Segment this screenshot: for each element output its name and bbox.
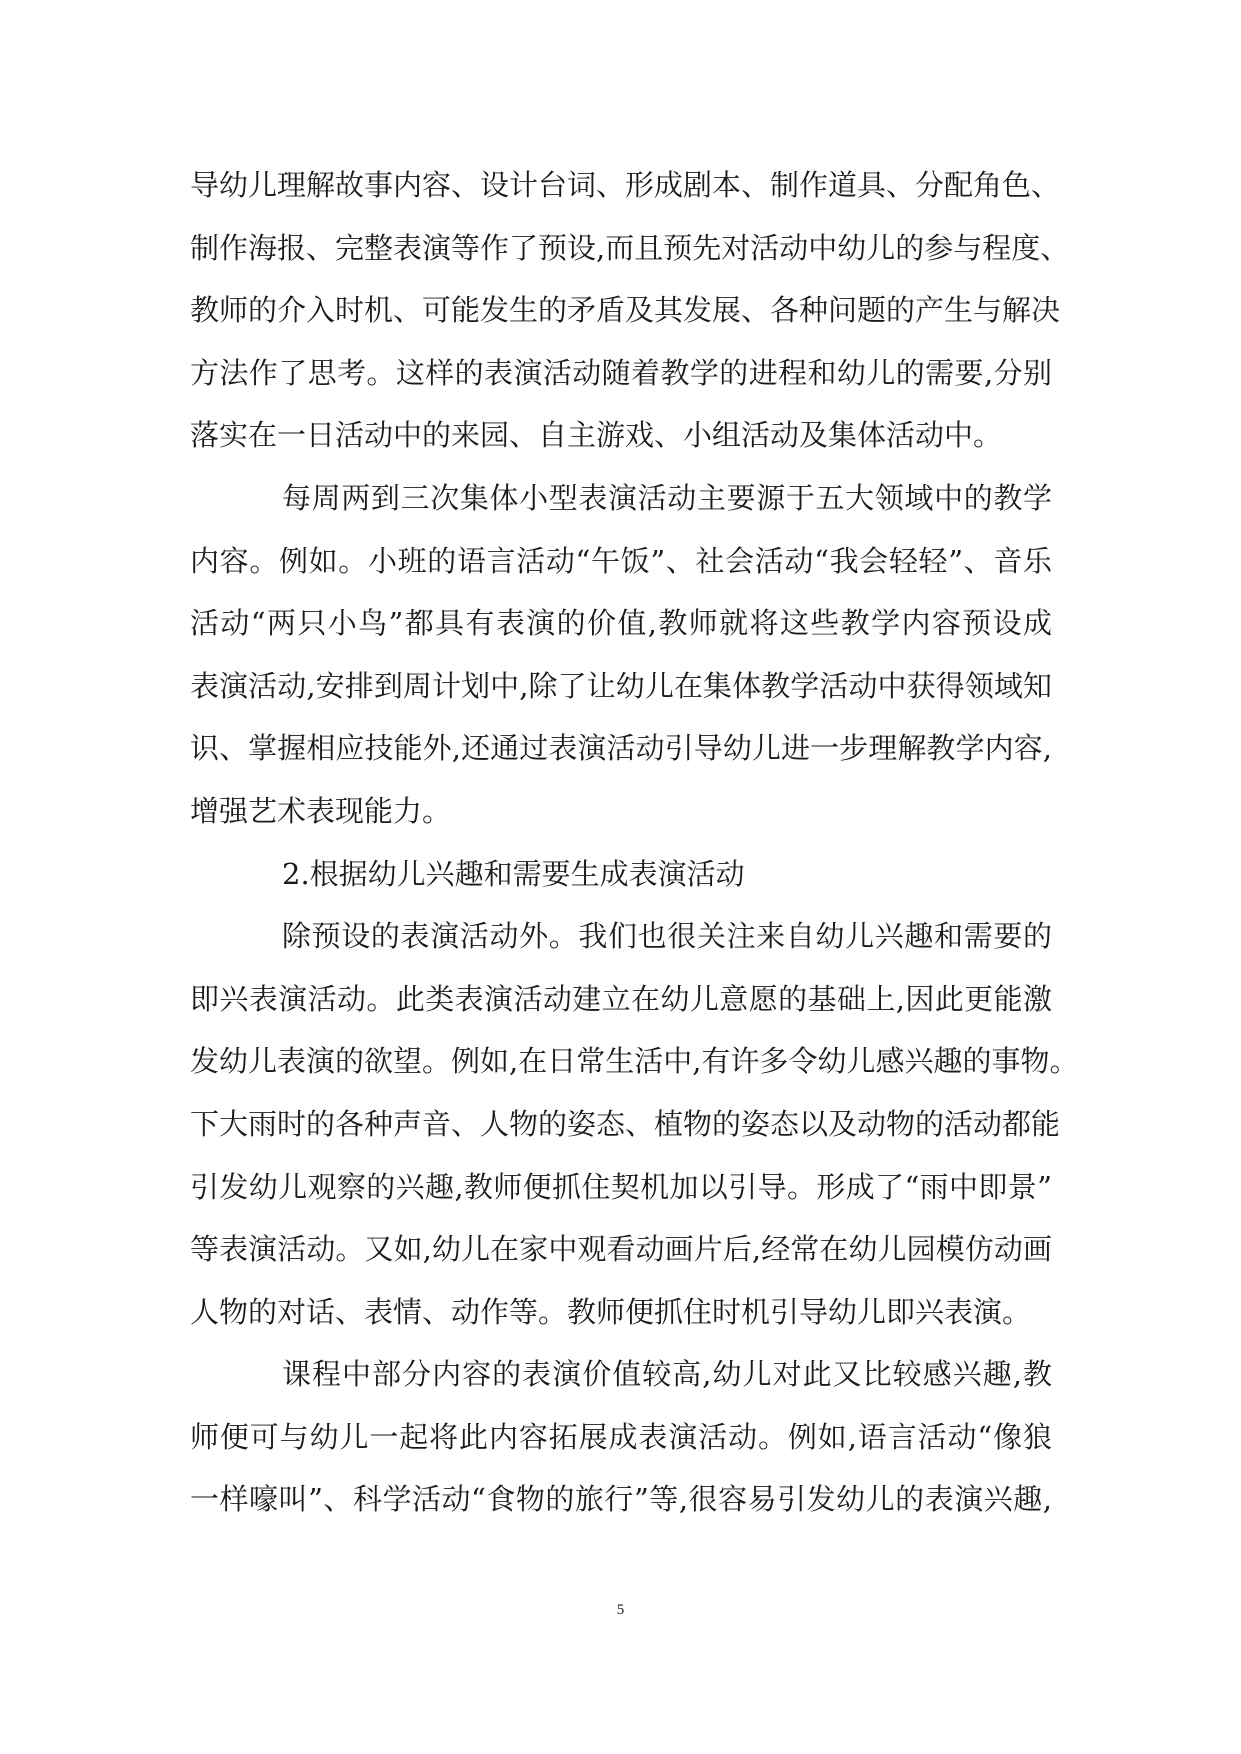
text-line: 引发幼儿观察的兴趣,教师便抓住契机加以引导。形成了“雨中即景” [190, 1169, 1052, 1204]
text-line: 一样嚎叫”、科学活动“食物的旅行”等,很容易引发幼儿的表演兴趣, [190, 1482, 1052, 1517]
text-line: 方法作了思考。这样的表演活动随着教学的进程和幼儿的需要,分别 [190, 355, 1052, 390]
text-line: 教师的介入时机、可能发生的矛盾及其发展、各种问题的产生与解决 [190, 293, 1061, 328]
text-line: 下大雨时的各种声音、人物的姿态、植物的姿态以及动物的活动都能 [190, 1106, 1061, 1141]
section-heading: 2.根据幼儿兴趣和需要生成表演活动 [282, 856, 745, 891]
text-line: 内容。例如。小班的语言活动“午饭”、社会活动“我会轻轻”、音乐 [190, 543, 1052, 578]
text-line: 增强艺术表现能力。 [190, 793, 452, 828]
text-line: 识、掌握相应技能外,还通过表演活动引导幼儿进一步理解教学内容, [190, 731, 1052, 766]
text-line: 落实在一日活动中的来园、自主游戏、小组活动及集体活动中。 [190, 418, 1003, 453]
text-line: 除预设的表演活动外。我们也很关注来自幼儿兴趣和需要的 [282, 919, 1052, 954]
text-line: 发幼儿表演的欲望。例如,在日常生活中,有许多令幼儿感兴趣的事物。 [190, 1044, 1079, 1079]
text-line: 制作海报、完整表演等作了预设,而且预先对活动中幼儿的参与程度、 [190, 230, 1070, 265]
text-line: 即兴表演活动。此类表演活动建立在幼儿意愿的基础上,因此更能激 [190, 981, 1052, 1016]
text-line: 每周两到三次集体小型表演活动主要源于五大领域中的教学 [282, 480, 1052, 515]
text-line: 人物的对话、表情、动作等。教师便抓住时机引导幼儿即兴表演。 [190, 1294, 1032, 1329]
body-text [190, 154, 1079, 1531]
page-number: 5 [616, 1602, 625, 1618]
text-line: 活动“两只小鸟”都具有表演的价值,教师就将这些教学内容预设成 [190, 606, 1052, 641]
text-line: 表演活动,安排到周计划中,除了让幼儿在集体教学活动中获得领域知 [190, 668, 1052, 703]
text-line: 导幼儿理解故事内容、设计台词、形成剧本、制作道具、分配角色、 [190, 168, 1061, 202]
text-line: 课程中部分内容的表演价值较高,幼儿对此又比较感兴趣,教 [282, 1357, 1052, 1392]
text-line: 师便可与幼儿一起将此内容拓展成表演活动。例如,语言活动“像狼 [190, 1419, 1052, 1454]
text-line: 等表演活动。又如,幼儿在家中观看动画片后,经常在幼儿园模仿动画 [190, 1232, 1052, 1267]
